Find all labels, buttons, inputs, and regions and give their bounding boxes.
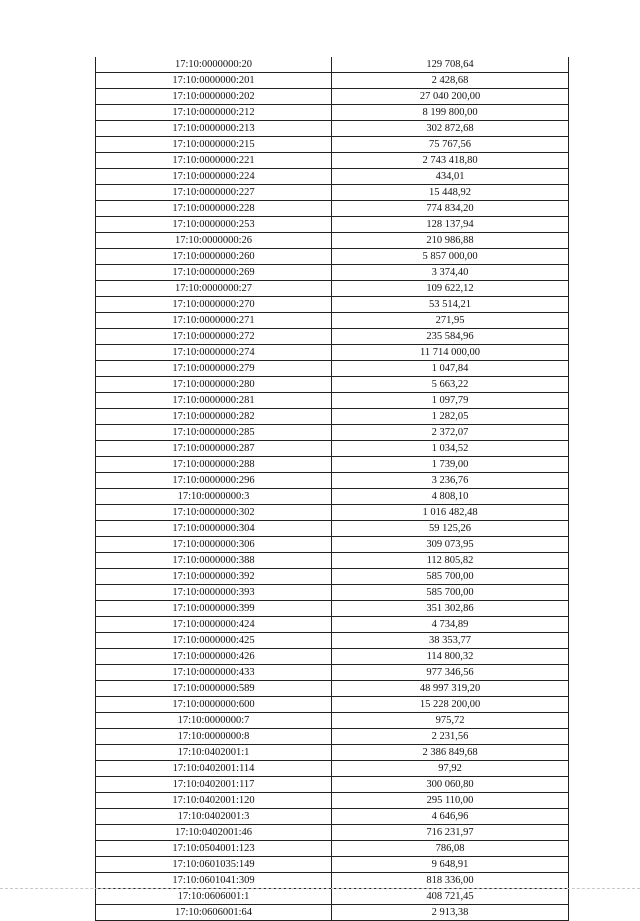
value-cell: 786,08 [332, 841, 569, 857]
cadastral-number-cell: 17:10:0402001:114 [96, 761, 332, 777]
value-cell: 1 016 482,48 [332, 505, 569, 521]
cadastral-number-cell: 17:10:0000000:271 [96, 313, 332, 329]
value-cell: 2 743 418,80 [332, 153, 569, 169]
value-cell: 109 622,12 [332, 281, 569, 297]
cadastral-number-cell: 17:10:0000000:8 [96, 729, 332, 745]
cadastral-number-cell: 17:10:0601041:309 [96, 873, 332, 889]
table-row [96, 505, 569, 521]
cadastral-number-cell: 17:10:0000000:228 [96, 201, 332, 217]
value-cell: 11 714 000,00 [332, 345, 569, 361]
table-row [96, 521, 569, 537]
value-cell: 27 040 200,00 [332, 89, 569, 105]
value-cell: 128 137,94 [332, 217, 569, 233]
table-row [96, 809, 569, 825]
value-cell: 2 386 849,68 [332, 745, 569, 761]
value-cell: 1 034,52 [332, 441, 569, 457]
cadastral-number-cell: 17:10:0000000:270 [96, 297, 332, 313]
table-row [96, 425, 569, 441]
value-cell: 351 302,86 [332, 601, 569, 617]
table-row [96, 553, 569, 569]
cadastral-number-cell: 17:10:0402001:1 [96, 745, 332, 761]
table-row [96, 361, 569, 377]
cadastral-number-cell: 17:10:0000000:227 [96, 185, 332, 201]
cadastral-number-cell: 17:10:0000000:285 [96, 425, 332, 441]
table-row [96, 649, 569, 665]
table-row [96, 201, 569, 217]
value-cell: 2 428,68 [332, 73, 569, 89]
cadastral-number-cell: 17:10:0000000:600 [96, 697, 332, 713]
cadastral-number-cell: 17:10:0000000:212 [96, 105, 332, 121]
value-cell: 48 997 319,20 [332, 681, 569, 697]
table-row [96, 233, 569, 249]
table-body [96, 57, 569, 921]
value-cell: 3 236,76 [332, 473, 569, 489]
cadastral-number-cell: 17:10:0000000:7 [96, 713, 332, 729]
cadastral-number-cell: 17:10:0000000:279 [96, 361, 332, 377]
table-row [96, 841, 569, 857]
cadastral-number-cell: 17:10:0606001:1 [96, 889, 332, 905]
table-row [96, 281, 569, 297]
value-cell: 5 663,22 [332, 377, 569, 393]
table-row [96, 457, 569, 473]
table-row [96, 905, 569, 921]
cadastral-number-cell: 17:10:0000000:26 [96, 233, 332, 249]
cadastral-number-cell: 17:10:0000000:399 [96, 601, 332, 617]
table-row [96, 73, 569, 89]
table-row [96, 889, 569, 905]
value-cell: 97,92 [332, 761, 569, 777]
table-row [96, 377, 569, 393]
value-cell: 818 336,00 [332, 873, 569, 889]
value-cell: 1 282,05 [332, 409, 569, 425]
cadastral-number-cell: 17:10:0000000:20 [96, 57, 332, 73]
table-row [96, 729, 569, 745]
value-cell: 585 700,00 [332, 569, 569, 585]
value-cell: 1 047,84 [332, 361, 569, 377]
value-cell: 8 199 800,00 [332, 105, 569, 121]
cadastral-number-cell: 17:10:0000000:253 [96, 217, 332, 233]
table-row [96, 393, 569, 409]
table-row [96, 345, 569, 361]
cadastral-number-cell: 17:10:0000000:213 [96, 121, 332, 137]
table-row [96, 585, 569, 601]
table-row [96, 665, 569, 681]
table-row [96, 473, 569, 489]
value-cell: 585 700,00 [332, 585, 569, 601]
cadastral-number-cell: 17:10:0000000:287 [96, 441, 332, 457]
cadastral-number-cell: 17:10:0000000:215 [96, 137, 332, 153]
cadastral-number-cell: 17:10:0601035:149 [96, 857, 332, 873]
table-row [96, 873, 569, 889]
value-cell: 112 805,82 [332, 553, 569, 569]
value-cell: 3 374,40 [332, 265, 569, 281]
table-row [96, 169, 569, 185]
value-cell: 235 584,96 [332, 329, 569, 345]
scan-edge-line [0, 888, 640, 889]
cadastral-number-cell: 17:10:0000000:221 [96, 153, 332, 169]
table-row [96, 89, 569, 105]
value-cell: 4 734,89 [332, 617, 569, 633]
cadastral-number-cell: 17:10:0504001:123 [96, 841, 332, 857]
cadastral-number-cell: 17:10:0000000:393 [96, 585, 332, 601]
table-row [96, 57, 569, 73]
value-cell: 975,72 [332, 713, 569, 729]
table-row [96, 569, 569, 585]
table-row [96, 713, 569, 729]
table-row [96, 105, 569, 121]
cadastral-number-cell: 17:10:0000000:302 [96, 505, 332, 521]
cadastral-number-cell: 17:10:0402001:120 [96, 793, 332, 809]
cadastral-number-cell: 17:10:0606001:64 [96, 905, 332, 921]
value-cell: 9 648,91 [332, 857, 569, 873]
cadastral-number-cell: 17:10:0000000:27 [96, 281, 332, 297]
value-cell: 977 346,56 [332, 665, 569, 681]
cadastral-number-cell: 17:10:0402001:117 [96, 777, 332, 793]
value-cell: 75 767,56 [332, 137, 569, 153]
cadastral-number-cell: 17:10:0000000:424 [96, 617, 332, 633]
table-row [96, 761, 569, 777]
table-row [96, 329, 569, 345]
table-row [96, 857, 569, 873]
table-row [96, 217, 569, 233]
table-row [96, 617, 569, 633]
value-cell: 1 739,00 [332, 457, 569, 473]
value-cell: 1 097,79 [332, 393, 569, 409]
table-row [96, 153, 569, 169]
table-row [96, 409, 569, 425]
table-row [96, 121, 569, 137]
value-cell: 295 110,00 [332, 793, 569, 809]
cadastral-number-cell: 17:10:0000000:282 [96, 409, 332, 425]
value-cell: 4 646,96 [332, 809, 569, 825]
cadastral-number-cell: 17:10:0000000:306 [96, 537, 332, 553]
value-cell: 59 125,26 [332, 521, 569, 537]
table-row [96, 745, 569, 761]
cadastral-number-cell: 17:10:0000000:288 [96, 457, 332, 473]
table-row [96, 777, 569, 793]
cadastral-number-cell: 17:10:0000000:274 [96, 345, 332, 361]
value-cell: 300 060,80 [332, 777, 569, 793]
cadastral-number-cell: 17:10:0000000:201 [96, 73, 332, 89]
table-row [96, 185, 569, 201]
table-row [96, 601, 569, 617]
value-cell: 38 353,77 [332, 633, 569, 649]
table-row [96, 825, 569, 841]
value-cell: 774 834,20 [332, 201, 569, 217]
cadastral-value-table [95, 57, 569, 921]
table-row [96, 537, 569, 553]
table-row [96, 633, 569, 649]
cadastral-number-cell: 17:10:0000000:202 [96, 89, 332, 105]
cadastral-number-cell: 17:10:0000000:426 [96, 649, 332, 665]
cadastral-number-cell: 17:10:0000000:425 [96, 633, 332, 649]
cadastral-number-cell: 17:10:0000000:433 [96, 665, 332, 681]
table-row [96, 297, 569, 313]
cadastral-number-cell: 17:10:0000000:281 [96, 393, 332, 409]
table-row [96, 681, 569, 697]
table-row [96, 793, 569, 809]
value-cell: 302 872,68 [332, 121, 569, 137]
value-cell: 271,95 [332, 313, 569, 329]
cadastral-number-cell: 17:10:0000000:280 [96, 377, 332, 393]
cadastral-number-cell: 17:10:0000000:392 [96, 569, 332, 585]
table-row [96, 249, 569, 265]
cadastral-number-cell: 17:10:0000000:224 [96, 169, 332, 185]
value-cell: 114 800,32 [332, 649, 569, 665]
value-cell: 309 073,95 [332, 537, 569, 553]
value-cell: 2 372,07 [332, 425, 569, 441]
cadastral-number-cell: 17:10:0000000:3 [96, 489, 332, 505]
value-cell: 2 913,38 [332, 905, 569, 921]
table-row [96, 489, 569, 505]
cadastral-number-cell: 17:10:0000000:260 [96, 249, 332, 265]
value-cell: 15 448,92 [332, 185, 569, 201]
value-cell: 53 514,21 [332, 297, 569, 313]
value-cell: 15 228 200,00 [332, 697, 569, 713]
value-cell: 210 986,88 [332, 233, 569, 249]
value-cell: 129 708,64 [332, 57, 569, 73]
table-row [96, 137, 569, 153]
value-cell: 716 231,97 [332, 825, 569, 841]
cadastral-number-cell: 17:10:0402001:46 [96, 825, 332, 841]
value-cell: 434,01 [332, 169, 569, 185]
value-cell: 408 721,45 [332, 889, 569, 905]
table-row [96, 265, 569, 281]
cadastral-number-cell: 17:10:0402001:3 [96, 809, 332, 825]
table-row [96, 441, 569, 457]
value-cell: 5 857 000,00 [332, 249, 569, 265]
cadastral-number-cell: 17:10:0000000:272 [96, 329, 332, 345]
value-cell: 2 231,56 [332, 729, 569, 745]
cadastral-number-cell: 17:10:0000000:269 [96, 265, 332, 281]
value-cell: 4 808,10 [332, 489, 569, 505]
cadastral-number-cell: 17:10:0000000:589 [96, 681, 332, 697]
cadastral-number-cell: 17:10:0000000:296 [96, 473, 332, 489]
table-row [96, 313, 569, 329]
cadastral-number-cell: 17:10:0000000:304 [96, 521, 332, 537]
table-row [96, 697, 569, 713]
cadastral-number-cell: 17:10:0000000:388 [96, 553, 332, 569]
